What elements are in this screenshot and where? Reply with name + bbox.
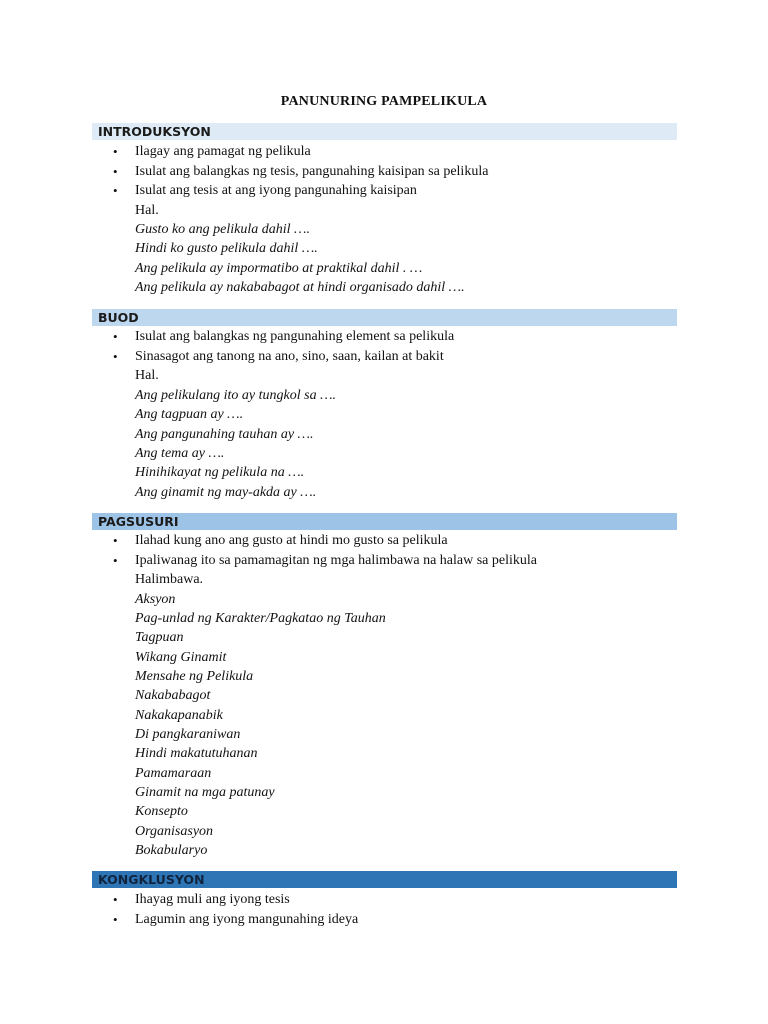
example-line: Ang pelikula ay impormatibo at praktikal dahil . … (135, 261, 423, 276)
example-line: Di pangkaraniwan (135, 727, 241, 742)
list-item: Lagumin ang iyong mangunahing ideya (135, 912, 359, 927)
list-item: Ilagay ang pamagat ng pelikula (135, 144, 311, 159)
section-heading-kongklusyon: KONGKLUSYON (92, 871, 677, 888)
example-line: Gusto ko ang pelikula dahil …. (135, 222, 310, 237)
bullet-icon: • (113, 553, 118, 568)
example-label: Hal. (135, 203, 159, 218)
example-line: Ang tagpuan ay …. (135, 407, 244, 422)
example-line: Konsepto (135, 804, 188, 819)
example-label: Hal. (135, 368, 159, 383)
list-item: Sinasagot ang tanong na ano, sino, saan, kailan at bakit (135, 349, 444, 364)
bullet-icon: • (113, 892, 118, 907)
example-line: Nakakapanabik (135, 708, 223, 723)
example-line: Hindi ko gusto pelikula dahil …. (135, 241, 318, 256)
list-item: Ilahad kung ano ang gusto at hindi mo gusto sa pelikula (135, 533, 448, 548)
example-line: Hinihikayat ng pelikula na …. (135, 465, 305, 480)
example-line: Ang pelikula ay nakababagot at hindi organisado dahil …. (135, 280, 465, 295)
bullet-icon: • (113, 912, 118, 927)
list-item: Isulat ang tesis at ang iyong pangunahing kaisipan (135, 183, 417, 198)
example-line: Wikang Ginamit (135, 650, 227, 665)
example-line: Organisasyon (135, 824, 214, 839)
example-line: Mensahe ng Pelikula (135, 669, 254, 684)
list-item: Isulat ang balangkas ng tesis, pangunahing kaisipan sa pelikula (135, 164, 489, 179)
bullet-icon: • (113, 183, 118, 198)
bullet-icon: • (113, 164, 118, 179)
list-item: Ipaliwanag ito sa pamamagitan ng mga halimbawa na halaw sa pelikula (135, 553, 537, 568)
example-line: Ang tema ay …. (135, 446, 225, 461)
section-heading-introduksyon: INTRODUKSYON (92, 123, 677, 140)
example-line: Tagpuan (135, 630, 184, 645)
example-line: Nakababagot (135, 688, 211, 703)
example-line: Aksyon (135, 592, 176, 607)
list-item: Ihayag muli ang iyong tesis (135, 892, 290, 907)
example-line: Ang pelikulang ito ay tungkol sa …. (135, 388, 337, 403)
bullet-icon: • (113, 329, 118, 344)
example-line: Ang pangunahing tauhan ay …. (135, 427, 314, 442)
example-label: Halimbawa. (135, 572, 204, 587)
bullet-icon: • (113, 349, 118, 364)
example-line: Hindi makatutuhanan (135, 746, 258, 761)
example-line: Pamamaraan (135, 766, 212, 781)
bullet-icon: • (113, 533, 118, 548)
section-heading-buod: BUOD (92, 309, 677, 326)
example-line: Ginamit na mga patunay (135, 785, 275, 800)
example-line: Ang ginamit ng may-akda ay …. (135, 485, 317, 500)
bullet-icon: • (113, 144, 118, 159)
list-item: Isulat ang balangkas ng pangunahing element sa pelikula (135, 329, 455, 344)
example-line: Bokabularyo (135, 843, 208, 858)
example-line: Pag-unlad ng Karakter/Pagkatao ng Tauhan (135, 611, 386, 626)
document-title: PANUNURING PAMPELIKULA (280, 94, 488, 109)
section-heading-pagsusuri: PAGSUSURI (92, 513, 677, 530)
